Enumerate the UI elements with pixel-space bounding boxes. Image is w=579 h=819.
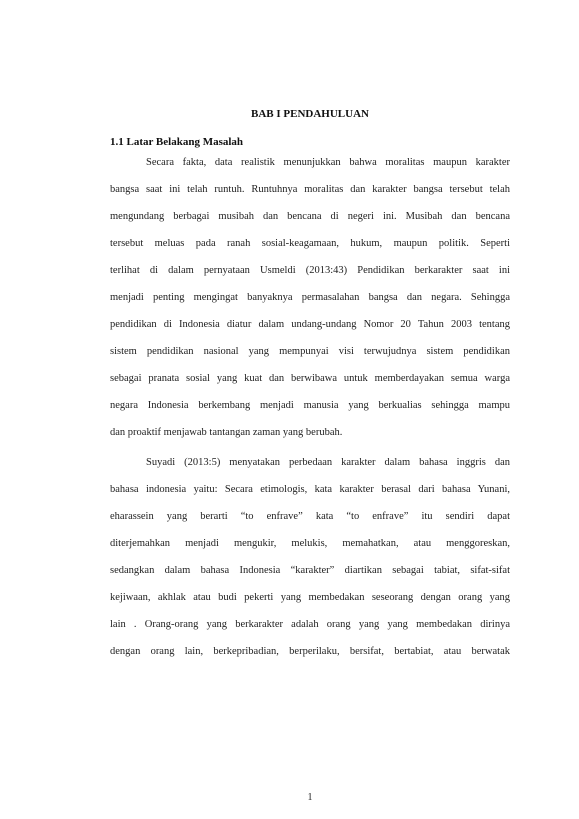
paragraph-line: menjadi penting mengingat banyaknya permasalahan bangsa dan negara. Sehingga — [110, 292, 510, 303]
paragraph-line: lain . Orang-orang yang berkarakter adalah orang yang yang membedakan dirinya — [110, 619, 510, 630]
page-number: 1 — [307, 792, 313, 803]
section-heading: 1.1 Latar Belakang Masalah — [110, 136, 244, 148]
chapter-title: BAB I PENDAHULUAN — [251, 108, 369, 120]
paragraph-line: dengan orang lain, berkepribadian, berperilaku, bersifat, bertabiat, atau berwatak — [110, 646, 510, 657]
paragraph-line: dan proaktif menjawab tantangan zaman yang berubah. — [110, 427, 343, 438]
paragraph-line: diterjemahkan menjadi mengukir, melukis, memahatkan, atau menggoreskan, — [110, 538, 510, 549]
paragraph-line: sebagai pranata sosial yang kuat dan berwibawa untuk memberdayakan semua warga — [110, 373, 510, 384]
paragraph-line: bahasa indonesia yaitu: Secara etimologis, kata karakter berasal dari bahasa Yunani, — [110, 484, 510, 495]
paragraph-line: terlihat di dalam pernyataan Usmeldi (2013:43) Pendidikan berkarakter saat ini — [110, 265, 510, 276]
paragraph-line: negara Indonesia berkembang menjadi manusia yang berkualias sehingga mampu — [110, 400, 510, 411]
paragraph-line: bangsa saat ini telah runtuh. Runtuhnya moralitas dan karakter bangsa tersebut telah — [110, 184, 510, 195]
paragraph-line: mengundang berbagai musibah dan bencana di negeri ini. Musibah dan bencana — [110, 211, 510, 222]
paragraph-line: Secara fakta, data realistik menunjukkan bahwa moralitas maupun karakter — [146, 157, 510, 168]
paragraph-line: kejiwaan, akhlak atau budi pekerti yang membedakan seseorang dengan orang yang — [110, 592, 510, 603]
paragraph-line: sistem pendidikan nasional yang mempunyai visi terwujudnya sistem pendidikan — [110, 346, 510, 357]
paragraph-line: sedangkan dalam bahasa Indonesia “karakter” diartikan sebagai tabiat, sifat-sifat — [110, 565, 510, 576]
paragraph-line: tersebut meluas pada ranah sosial-keagamaan, hukum, maupun politik. Seperti — [110, 238, 510, 249]
paragraph-line: Suyadi (2013:5) menyatakan perbedaan karakter dalam bahasa inggris dan — [146, 457, 510, 468]
paragraph-line: pendidikan di Indonesia diatur dalam undang-undang Nomor 20 Tahun 2003 tentang — [110, 319, 510, 330]
paragraph-line: eharassein yang berarti “to enfrave” kata “to enfrave” itu sendiri dapat — [110, 511, 510, 522]
